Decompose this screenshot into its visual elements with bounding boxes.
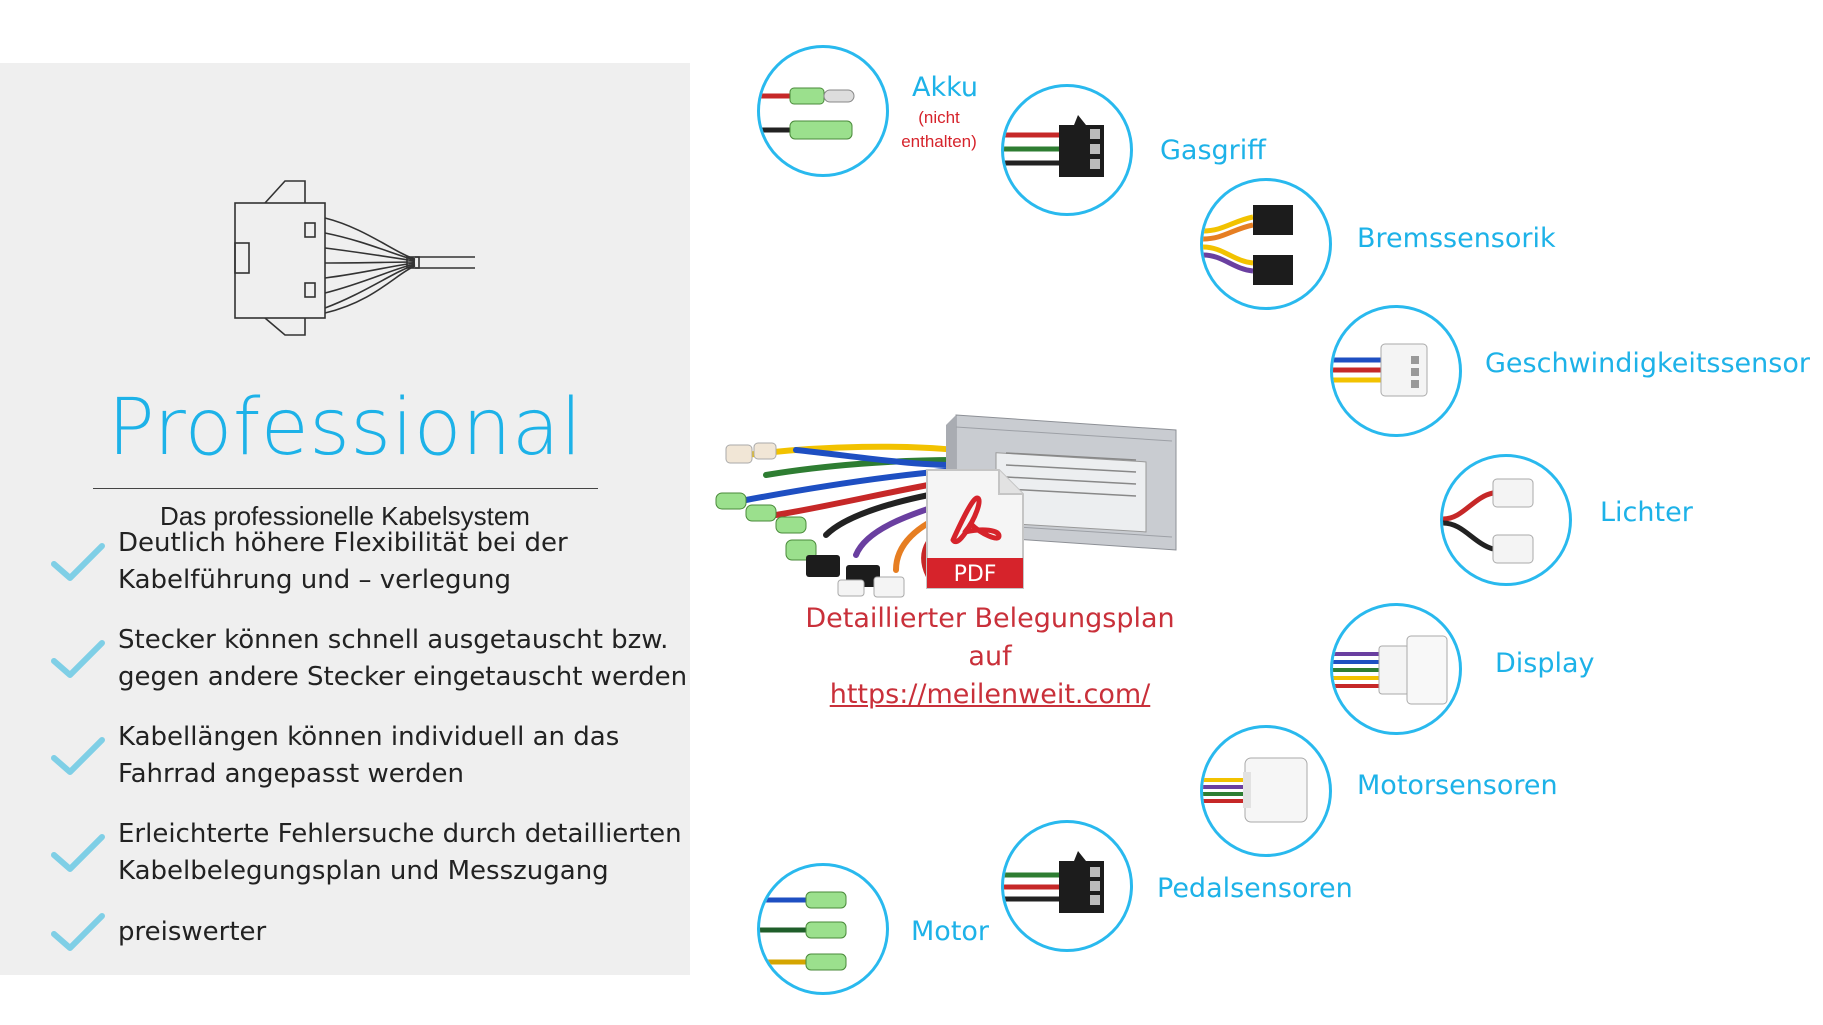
benefit-item (50, 622, 687, 696)
light-connector-icon (1443, 457, 1569, 583)
pdf-caption-text: Detaillierter Belegungsplan auf (805, 603, 1175, 672)
checkmark-icon (50, 538, 106, 586)
checkmark-icon (50, 732, 106, 780)
benefit-text: Deutlich höhere Flexibilität bei der (118, 528, 568, 558)
benefit-text: Kabellängen können individuell an das (118, 722, 620, 752)
label-bremssensorik: Bremssensorik (1357, 223, 1556, 254)
subtitle: Das professionelle Kabelsystem (160, 501, 530, 531)
label-pedalsensoren: Pedalsensoren (1157, 873, 1353, 904)
label-geschwindigkeitssensor: Geschwindigkeitssensor (1485, 348, 1810, 379)
connector-pedalsensoren (1001, 820, 1133, 952)
label-motor: Motor (911, 916, 990, 947)
title-divider (93, 488, 598, 489)
connector-lichter (1440, 454, 1572, 586)
benefit-text: Kabelführung und – verlegung (118, 565, 512, 595)
benefit-item (50, 816, 682, 890)
motor-connector-icon (760, 866, 886, 992)
label-motorsensoren: Motorsensoren (1357, 770, 1558, 801)
pedal-sensor-connector-icon (1004, 823, 1130, 949)
benefit-text: gegen andere Stecker eingetauscht werden (118, 662, 688, 692)
battery-connector-icon (760, 48, 886, 174)
pdf-document-icon[interactable] (925, 468, 1025, 590)
display-connector-icon (1333, 606, 1459, 732)
benefit-item (50, 525, 568, 599)
checkmark-icon (50, 635, 106, 683)
connector-geschwindigkeitssensor (1330, 305, 1462, 437)
connector-motor (757, 863, 889, 995)
benefit-text: Stecker können schnell ausgetauscht bzw. (118, 625, 669, 655)
brake-sensor-connector-icon (1203, 181, 1329, 307)
benefit-text: Fahrrad angepasst werden (118, 759, 464, 789)
benefit-item (50, 908, 266, 956)
benefit-text: Erleichterte Fehlersuche durch detaillierten (118, 819, 682, 849)
pdf-caption (780, 600, 1200, 714)
connector-bremssensorik (1200, 178, 1332, 310)
label-akku: Akku (912, 72, 979, 103)
checkmark-icon (50, 829, 106, 877)
throttle-connector-icon (1004, 87, 1130, 213)
benefit-item (50, 719, 619, 793)
info-panel (0, 63, 690, 975)
page-title: Professional (107, 383, 583, 473)
motor-sensor-connector-icon (1203, 728, 1329, 854)
label-gasgriff: Gasgriff (1160, 135, 1266, 166)
benefit-text: Kabelbelegungsplan und Messzugang (118, 856, 609, 886)
speed-sensor-connector-icon (1333, 308, 1459, 434)
benefit-text: preiswerter (118, 916, 267, 947)
connector-display (1330, 603, 1462, 735)
pdf-icon-label: PDF (953, 562, 997, 587)
pdf-link[interactable]: https://meilenweit.com/ (829, 679, 1151, 710)
checkmark-icon (50, 908, 106, 956)
note-akku: (nicht enthalten) (901, 108, 977, 151)
connector-motorsensoren (1200, 725, 1332, 857)
cable-connector-illustration-icon (225, 173, 485, 343)
connector-gasgriff (1001, 84, 1133, 216)
connector-akku (757, 45, 889, 177)
label-display: Display (1495, 648, 1595, 679)
label-lichter: Lichter (1600, 497, 1693, 528)
